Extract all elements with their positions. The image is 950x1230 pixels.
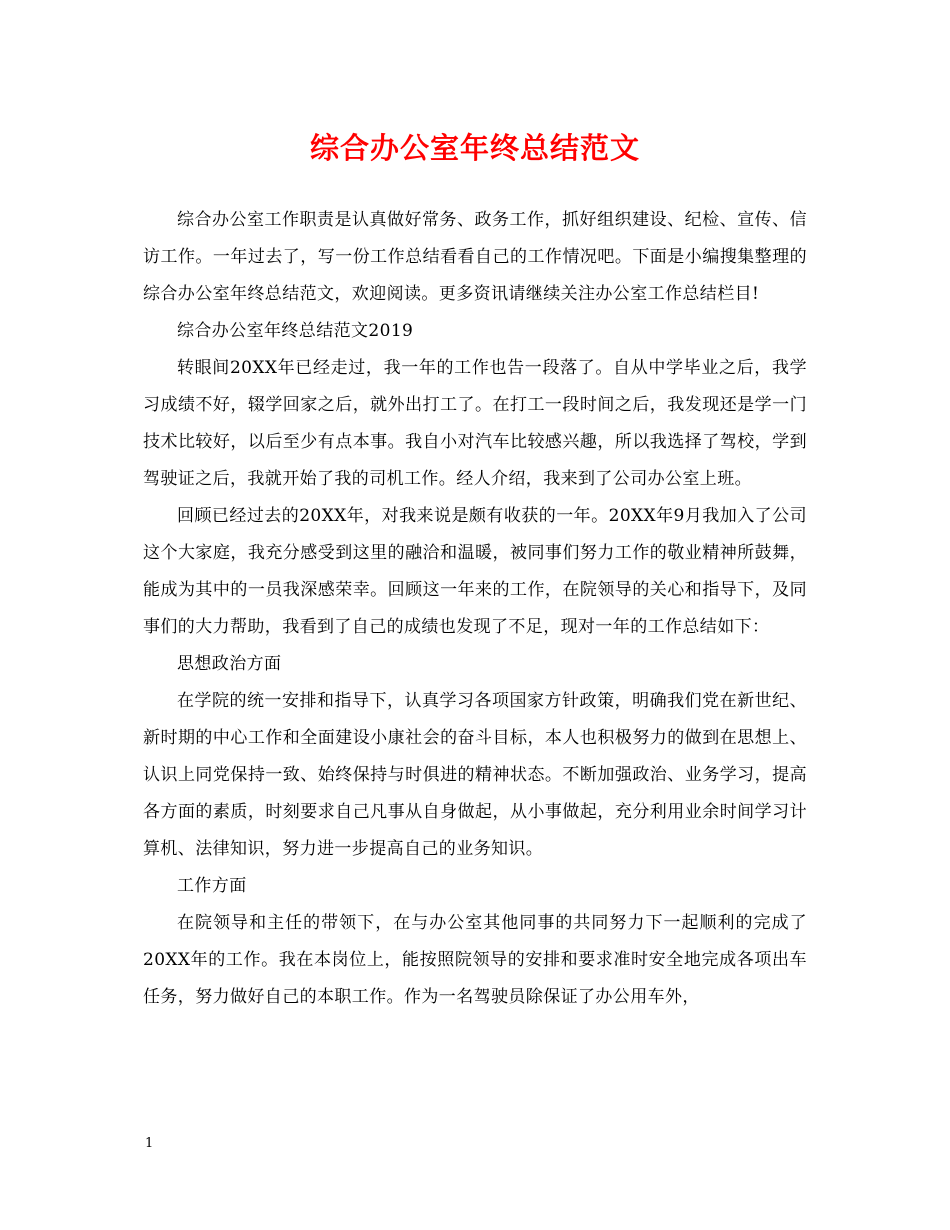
document-title: 综合办公室年终总结范文 bbox=[309, 131, 640, 165]
body-paragraph: 在学院的统一安排和指导下，认真学习各项国家方针政策，明确我们党在新世纪、新时期的中心工作和全面建设小康社会的奋斗目标，本人也积极努力的做到在思想上、认识上同党保持一致、始终保持与时俱进的精神状态。不断加强政治、业务学习，提高各方面的素质，时刻要求自己凡事从自身做起，从小事做起，充分利用业余时间学习计算机、法律知识，努力进一步提高自己的业务知识。 bbox=[143, 691, 807, 859]
body-paragraph: 在院领导和主任的带领下，在与办公室其他同事的共同努力下一起顺利的完成了20XX年的工作。我在本岗位上，能按照院领导的安排和要求准时安全地完成各项出车任务，努力做好自己的本职工作。作为一名驾驶员除保证了办公用车外， bbox=[143, 913, 807, 1007]
section-subtitle: 综合办公室年终总结范文2019 bbox=[177, 321, 414, 341]
body-paragraph: 转眼间20XX年已经走过，我一年的工作也告一段落了。自从中学毕业之后，我学习成绩不好，辍学回家之后，就外出打工了。在打工一段时间之后，我发现还是学一门技术比较好，以后至少有点本事。我自小对汽车比较感兴趣，所以我选择了驾校，学到驾驶证之后，我就开始了我的司机工作。经人介绍，我来到了公司办公室上班。 bbox=[143, 358, 807, 489]
body-paragraph: 回顾已经过去的20XX年，对我来说是颇有收获的一年。20XX年9月我加入了公司这个大家庭，我充分感受到这里的融洽和温暖，被同事们努力工作的敬业精神所鼓舞，能成为其中的一员我深感荣幸。回顾这一年来的工作，在院领导的关心和指导下，及同事们的大力帮助，我看到了自己的成绩也发现了不足，现对一年的工作总结如下： bbox=[143, 506, 807, 637]
section-heading-work: 工作方面 bbox=[177, 876, 247, 896]
intro-paragraph: 综合办公室工作职责是认真做好常务、政务工作，抓好组织建设、纪检、宣传、信访工作。一年过去了，写一份工作总结看看自己的工作情况吧。下面是小编搜集整理的综合办公室年终总结范文，欢迎阅读。更多资讯请继续关注办公室工作总结栏目! bbox=[143, 210, 807, 304]
page-number: 1 bbox=[145, 1136, 154, 1151]
section-heading-politics: 思想政治方面 bbox=[177, 654, 282, 674]
document-body bbox=[143, 202, 807, 1016]
